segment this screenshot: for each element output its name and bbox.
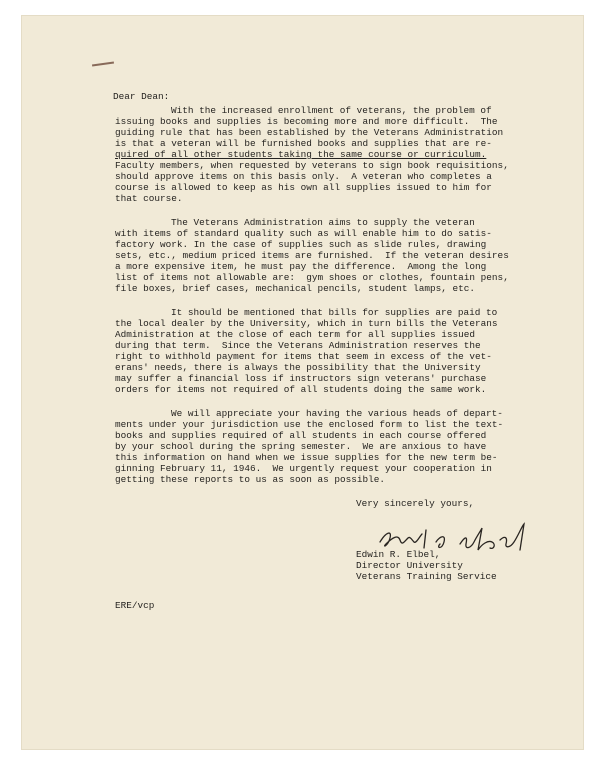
- paragraph-2-line: sets, etc., medium priced items are furnished. If the veteran desires: [115, 250, 509, 261]
- paragraph-3-line: the local dealer by the University, which in turn bills the Veterans: [115, 318, 498, 329]
- paragraph-1-line: course is allowed to keep as his own all supplies issued to him for: [115, 182, 492, 193]
- paragraph-3-line: Administration at the close of each term for all supplies issued: [115, 329, 476, 340]
- paragraph-2-line: factory work. In the case of supplies such as slide rules, drawing: [115, 239, 487, 250]
- signer-title: Director University: [356, 560, 463, 571]
- signer-name: Edwin R. Elbel,: [356, 549, 441, 560]
- paragraph-3-line: It should be mentioned that bills for supplies are paid to: [171, 307, 498, 318]
- paragraph-1-line: is that a veteran will be furnished books and supplies that are re-: [115, 138, 492, 149]
- paragraph-1-line: should approve items on this basis only. A veteran who completes a: [115, 171, 492, 182]
- paragraph-1-line: Faculty members, when requested by veterans to sign book requisitions,: [115, 160, 509, 171]
- paragraph-4-line: We will appreciate your having the various heads of depart-: [171, 408, 503, 419]
- paragraph-2-line: a more expensive item, he must pay the difference. Among the long: [115, 261, 487, 272]
- paragraph-1-line: quired of all other students taking the same course or curriculum.: [115, 149, 487, 160]
- paragraph-2-line: list of items not allowable are: gym shoes or clothes, fountain pens,: [115, 272, 509, 283]
- signer-office: Veterans Training Service: [356, 571, 497, 582]
- paragraph-3-line: during that term. Since the Veterans Administration reserves the: [115, 340, 481, 351]
- paragraph-1-line: With the increased enrollment of veterans, the problem of: [171, 105, 492, 116]
- paragraph-1-line: guiding rule that has been established by the Veterans Administration: [115, 127, 504, 138]
- paragraph-1-line: issuing books and supplies is becoming more and more difficult. The: [115, 116, 498, 127]
- pen-mark: [92, 61, 114, 66]
- paragraph-3-line: right to withhold payment for items that seem in excess of the vet-: [115, 351, 492, 362]
- paragraph-1-line: that course.: [115, 193, 183, 204]
- paragraph-3-line: erans' needs, there is always the possibility that the University: [115, 362, 481, 373]
- closing: Very sincerely yours,: [356, 498, 475, 509]
- paragraph-4-line: getting these reports to us as soon as possible.: [115, 474, 386, 485]
- paragraph-4-line: ments under your jurisdiction use the enclosed form to list the text-: [115, 419, 504, 430]
- paragraph-2-line: with items of standard quality such as will enable him to do satis-: [115, 228, 492, 239]
- paragraph-4-line: by your school during the spring semester. We are anxious to have: [115, 441, 487, 452]
- paragraph-4-line: books and supplies required of all students in each course offered: [115, 430, 487, 441]
- paragraph-4-line: this information on hand when we issue supplies for the new term be-: [115, 452, 498, 463]
- letter-page: [22, 16, 583, 749]
- paragraph-3-line: may suffer a financial loss if instructors sign veterans' purchase: [115, 373, 487, 384]
- salutation: Dear Dean:: [113, 91, 170, 102]
- paragraph-2-line: The Veterans Administration aims to supply the veteran: [171, 217, 475, 228]
- paragraph-4-line: ginning February 11, 1946. We urgently request your cooperation in: [115, 463, 492, 474]
- paragraph-2-line: file boxes, brief cases, mechanical pencils, student lamps, etc.: [115, 283, 476, 294]
- paragraph-3-line: orders for items not required of all students doing the same work.: [115, 384, 487, 395]
- reference-initials: ERE/vcp: [115, 600, 155, 611]
